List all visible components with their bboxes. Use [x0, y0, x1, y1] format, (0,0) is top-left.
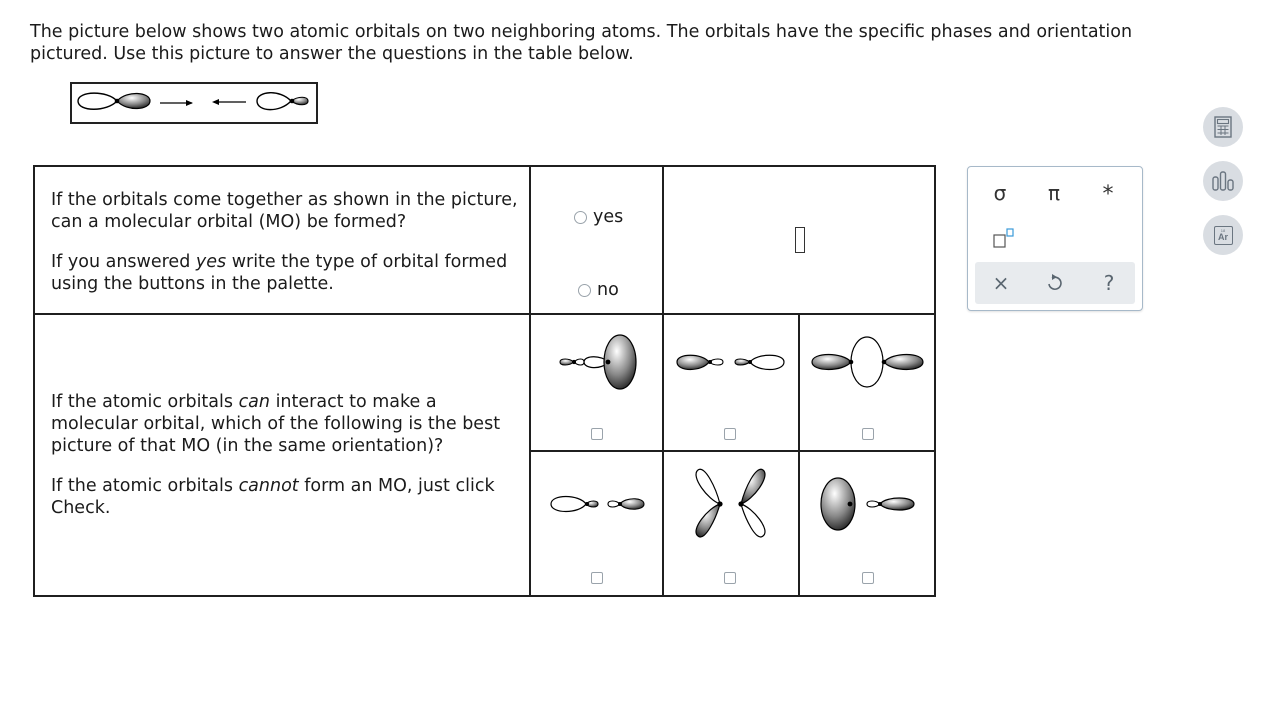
clear-button[interactable]: ×	[992, 271, 1010, 295]
mo-option-5	[663, 451, 799, 596]
mo-option-6	[799, 451, 935, 596]
periodic-table-icon: 18 Ar	[1214, 226, 1233, 245]
mo-option-3-checkbox[interactable]	[862, 428, 874, 440]
radio-no-label: no	[597, 280, 619, 300]
superscript-icon	[985, 226, 1015, 250]
bar-chart-icon	[1211, 170, 1235, 192]
mo-option-4-checkbox[interactable]	[591, 572, 603, 584]
question1-part2: If you answered yes write the type of orbital formed using the buttons in the palette.	[51, 252, 508, 294]
orbital-type-answer-cell[interactable]	[663, 166, 935, 314]
yes-no-cell	[530, 166, 663, 314]
radio-circle-icon[interactable]	[574, 211, 587, 224]
instructions-text: The picture below shows two atomic orbitals on two neighboring atoms. The orbitals have the specific phases and orientation pictured. Use this picture to answer the questions in the table below.	[30, 22, 1133, 64]
periodic-table-button[interactable]	[1203, 215, 1243, 255]
question2-text	[34, 314, 530, 596]
left-arrow-icon	[212, 99, 246, 105]
calculator-button[interactable]	[1203, 107, 1243, 147]
calculator-icon	[1214, 116, 1232, 138]
question1-text	[34, 166, 530, 314]
right-arrow-icon	[160, 100, 193, 106]
pi-button[interactable]: π	[1047, 181, 1061, 205]
orbital-type-input[interactable]	[795, 227, 805, 253]
symbol-palette	[967, 166, 1143, 311]
question2-part2: If the atomic orbitals cannot form an MO, just click Check.	[51, 476, 495, 518]
radio-yes[interactable]	[574, 207, 623, 227]
right-orbital	[257, 93, 308, 110]
undo-button[interactable]	[1035, 268, 1075, 298]
radio-yes-label: yes	[593, 207, 624, 227]
mo-option-5-checkbox[interactable]	[724, 572, 736, 584]
mo-option-1	[530, 314, 663, 451]
radio-no[interactable]	[578, 280, 619, 300]
radio-circle-icon[interactable]	[578, 284, 591, 297]
question2-part1: If the atomic orbitals can interact to make a molecular orbital, which of the following is the best picture of that MO (in the same orientation)?	[51, 392, 501, 456]
help-button[interactable]: ?	[1103, 271, 1115, 295]
mo-option-2	[663, 314, 799, 451]
sigma-button[interactable]: σ	[993, 181, 1007, 205]
mo-option-6-checkbox[interactable]	[862, 572, 874, 584]
question1-part1: If the orbitals come together as shown in the picture, can a molecular orbital (MO) be formed?	[51, 190, 518, 232]
mo-option-3	[799, 314, 935, 451]
mo-option-1-checkbox[interactable]	[591, 428, 603, 440]
data-chart-button[interactable]	[1203, 161, 1243, 201]
orbital-picture	[70, 82, 318, 124]
question-table	[33, 165, 936, 597]
undo-icon	[1046, 273, 1064, 293]
star-button[interactable]: *	[1102, 181, 1114, 207]
superscript-button[interactable]	[980, 223, 1020, 253]
mo-option-4	[530, 451, 663, 596]
left-orbital	[78, 93, 150, 109]
mo-option-2-checkbox[interactable]	[724, 428, 736, 440]
palette-actions	[975, 262, 1135, 304]
